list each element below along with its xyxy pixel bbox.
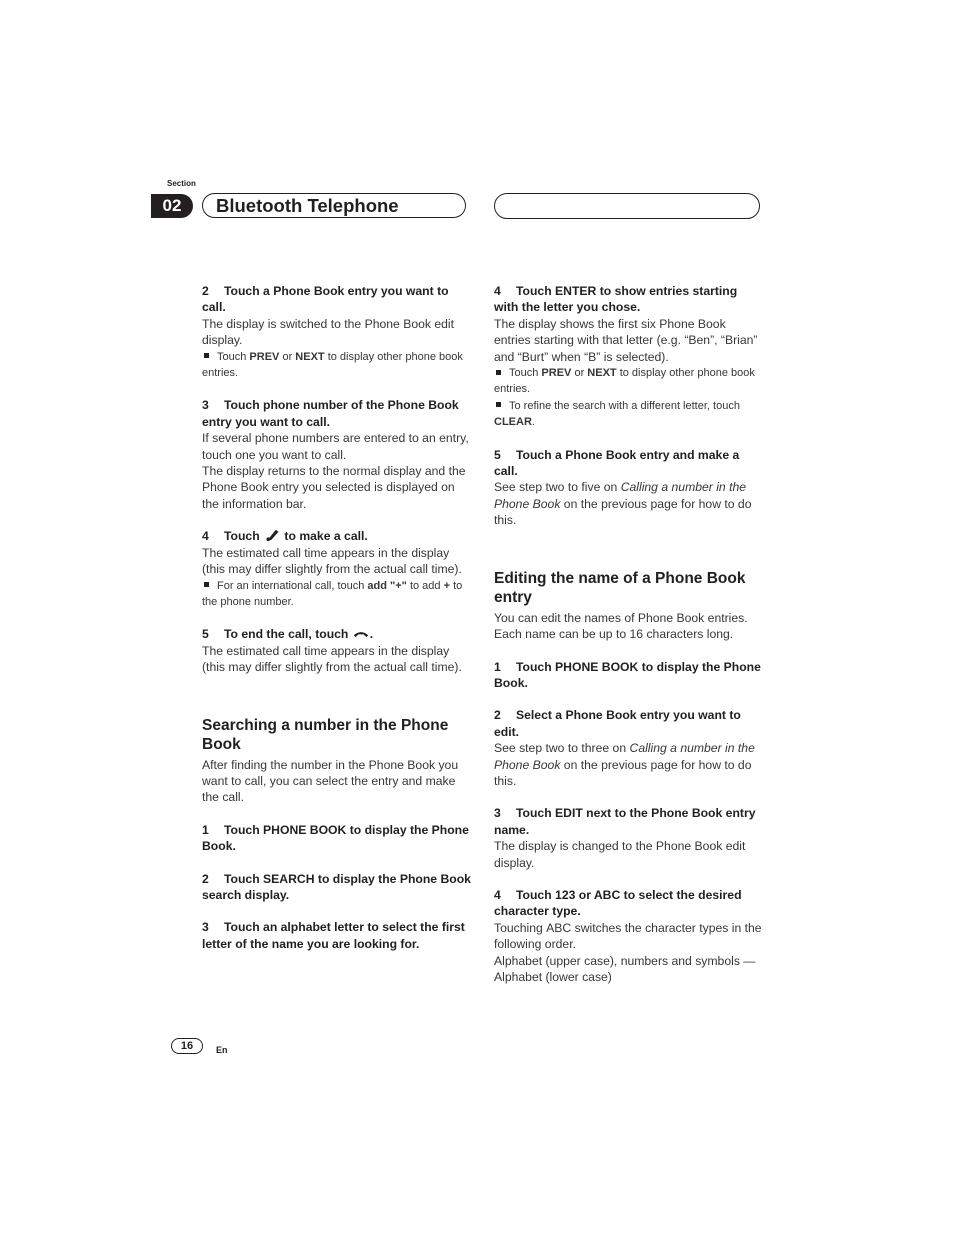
- bullet-square-icon: [204, 582, 209, 587]
- edit-step-3-body: The display is changed to the Phone Book edit display.: [494, 839, 746, 870]
- step-2-note: Touch PREV or NEXT to display other phone book entries.: [202, 350, 463, 380]
- search-step-5-body: See step two to five on Calling a number in the Phone Book on the previous page for how to do this.: [494, 480, 752, 528]
- search-step-4-note-2: To refine the search with a different letter, touch CLEAR.: [494, 399, 740, 429]
- bullet-square-icon: [496, 370, 501, 375]
- editing-heading: Editing the name of a Phone Book entry: [494, 569, 746, 607]
- step-2-heading: 2 Touch a Phone Book entry you want to call.: [202, 284, 449, 315]
- step-4-body: The estimated call time appears in the display (this may differ slightly from the actual call time).: [202, 545, 462, 577]
- step-4-note: For an international call, touch add "+" to add + to the phone number.: [202, 579, 463, 608]
- edit-step-4: 4 Touch 123 or ABC to select the desired character type.: [494, 887, 742, 919]
- left-column: [202, 283, 472, 952]
- edit-step-4-body: Touching ABC switches the character types in the following order.: [494, 920, 762, 952]
- search-step-2: 2 Touch SEARCH to display the Phone Book search display.: [202, 871, 471, 902]
- language-label: En: [216, 1045, 228, 1055]
- edit-step-4-body-2: Alphabet (upper case), numbers and symbols —Alphabet (lower case): [494, 953, 756, 984]
- edit-step-3: 3 Touch EDIT next to the Phone Book entry name.: [494, 806, 756, 837]
- right-column: [494, 283, 764, 985]
- editing-intro: You can edit the names of Phone Book entries. Each name can be up to 16 characters long.: [494, 610, 748, 642]
- edit-step-1: 1 Touch PHONE BOOK to display the Phone Book.: [494, 659, 761, 690]
- search-step-5: 5 Touch a Phone Book entry and make a call.: [494, 447, 740, 479]
- phone-handset-icon: [263, 529, 281, 542]
- page-number: 16: [171, 1038, 203, 1054]
- section-label: Section: [167, 179, 196, 188]
- search-step-1: 1 Touch PHONE BOOK to display the Phone Book.: [202, 822, 469, 854]
- edit-step-2: 2 Select a Phone Book entry you want to edit.: [494, 708, 741, 739]
- step-3-body-1: If several phone numbers are entered to an entry, touch one you want to call.: [202, 431, 469, 462]
- search-step-4: 4 Touch ENTER to show entries starting with the letter you chose.: [494, 284, 738, 315]
- search-step-4-note-1: Touch PREV or NEXT to display other phone book entries.: [494, 367, 755, 396]
- edit-step-2-body: See step two to three on Calling a number in the Phone Book on the previous page for how to do this.: [494, 741, 755, 788]
- search-step-3: 3 Touch an alphabet letter to select the first letter of the name you are looking for.: [202, 920, 465, 951]
- step-2-body: The display is switched to the Phone Book edit display.: [202, 316, 455, 348]
- section-number: 02: [151, 194, 193, 218]
- title-box-empty: [494, 193, 760, 219]
- hang-up-icon: [352, 627, 370, 640]
- step-3-body-2: The display returns to the normal display and the Phone Book entry you selected is displayed on the information bar.: [202, 464, 466, 511]
- searching-intro: After finding the number in the Phone Book you want to call, you can select the entry and make the call.: [202, 757, 459, 805]
- step-5-body: The estimated call time appears in the display (this may differ slightly from the actual call time).: [202, 643, 462, 675]
- search-step-4-body: The display shows the first six Phone Book entries starting with that letter (e.g. “Ben”, “Brian” and “Burt” when “B” is selected).: [494, 316, 758, 364]
- bullet-square-icon: [496, 402, 501, 407]
- step-4-heading: 4 Touch to make a call.: [202, 529, 368, 544]
- bullet-square-icon: [204, 353, 209, 358]
- step-3-heading: 3 Touch phone number of the Phone Book entry you want to call.: [202, 398, 459, 429]
- searching-heading: Searching a number in the Phone Book: [202, 716, 449, 754]
- step-5-heading: 5 To end the call, touch .: [202, 627, 374, 642]
- page-title: Bluetooth Telephone: [202, 193, 466, 218]
